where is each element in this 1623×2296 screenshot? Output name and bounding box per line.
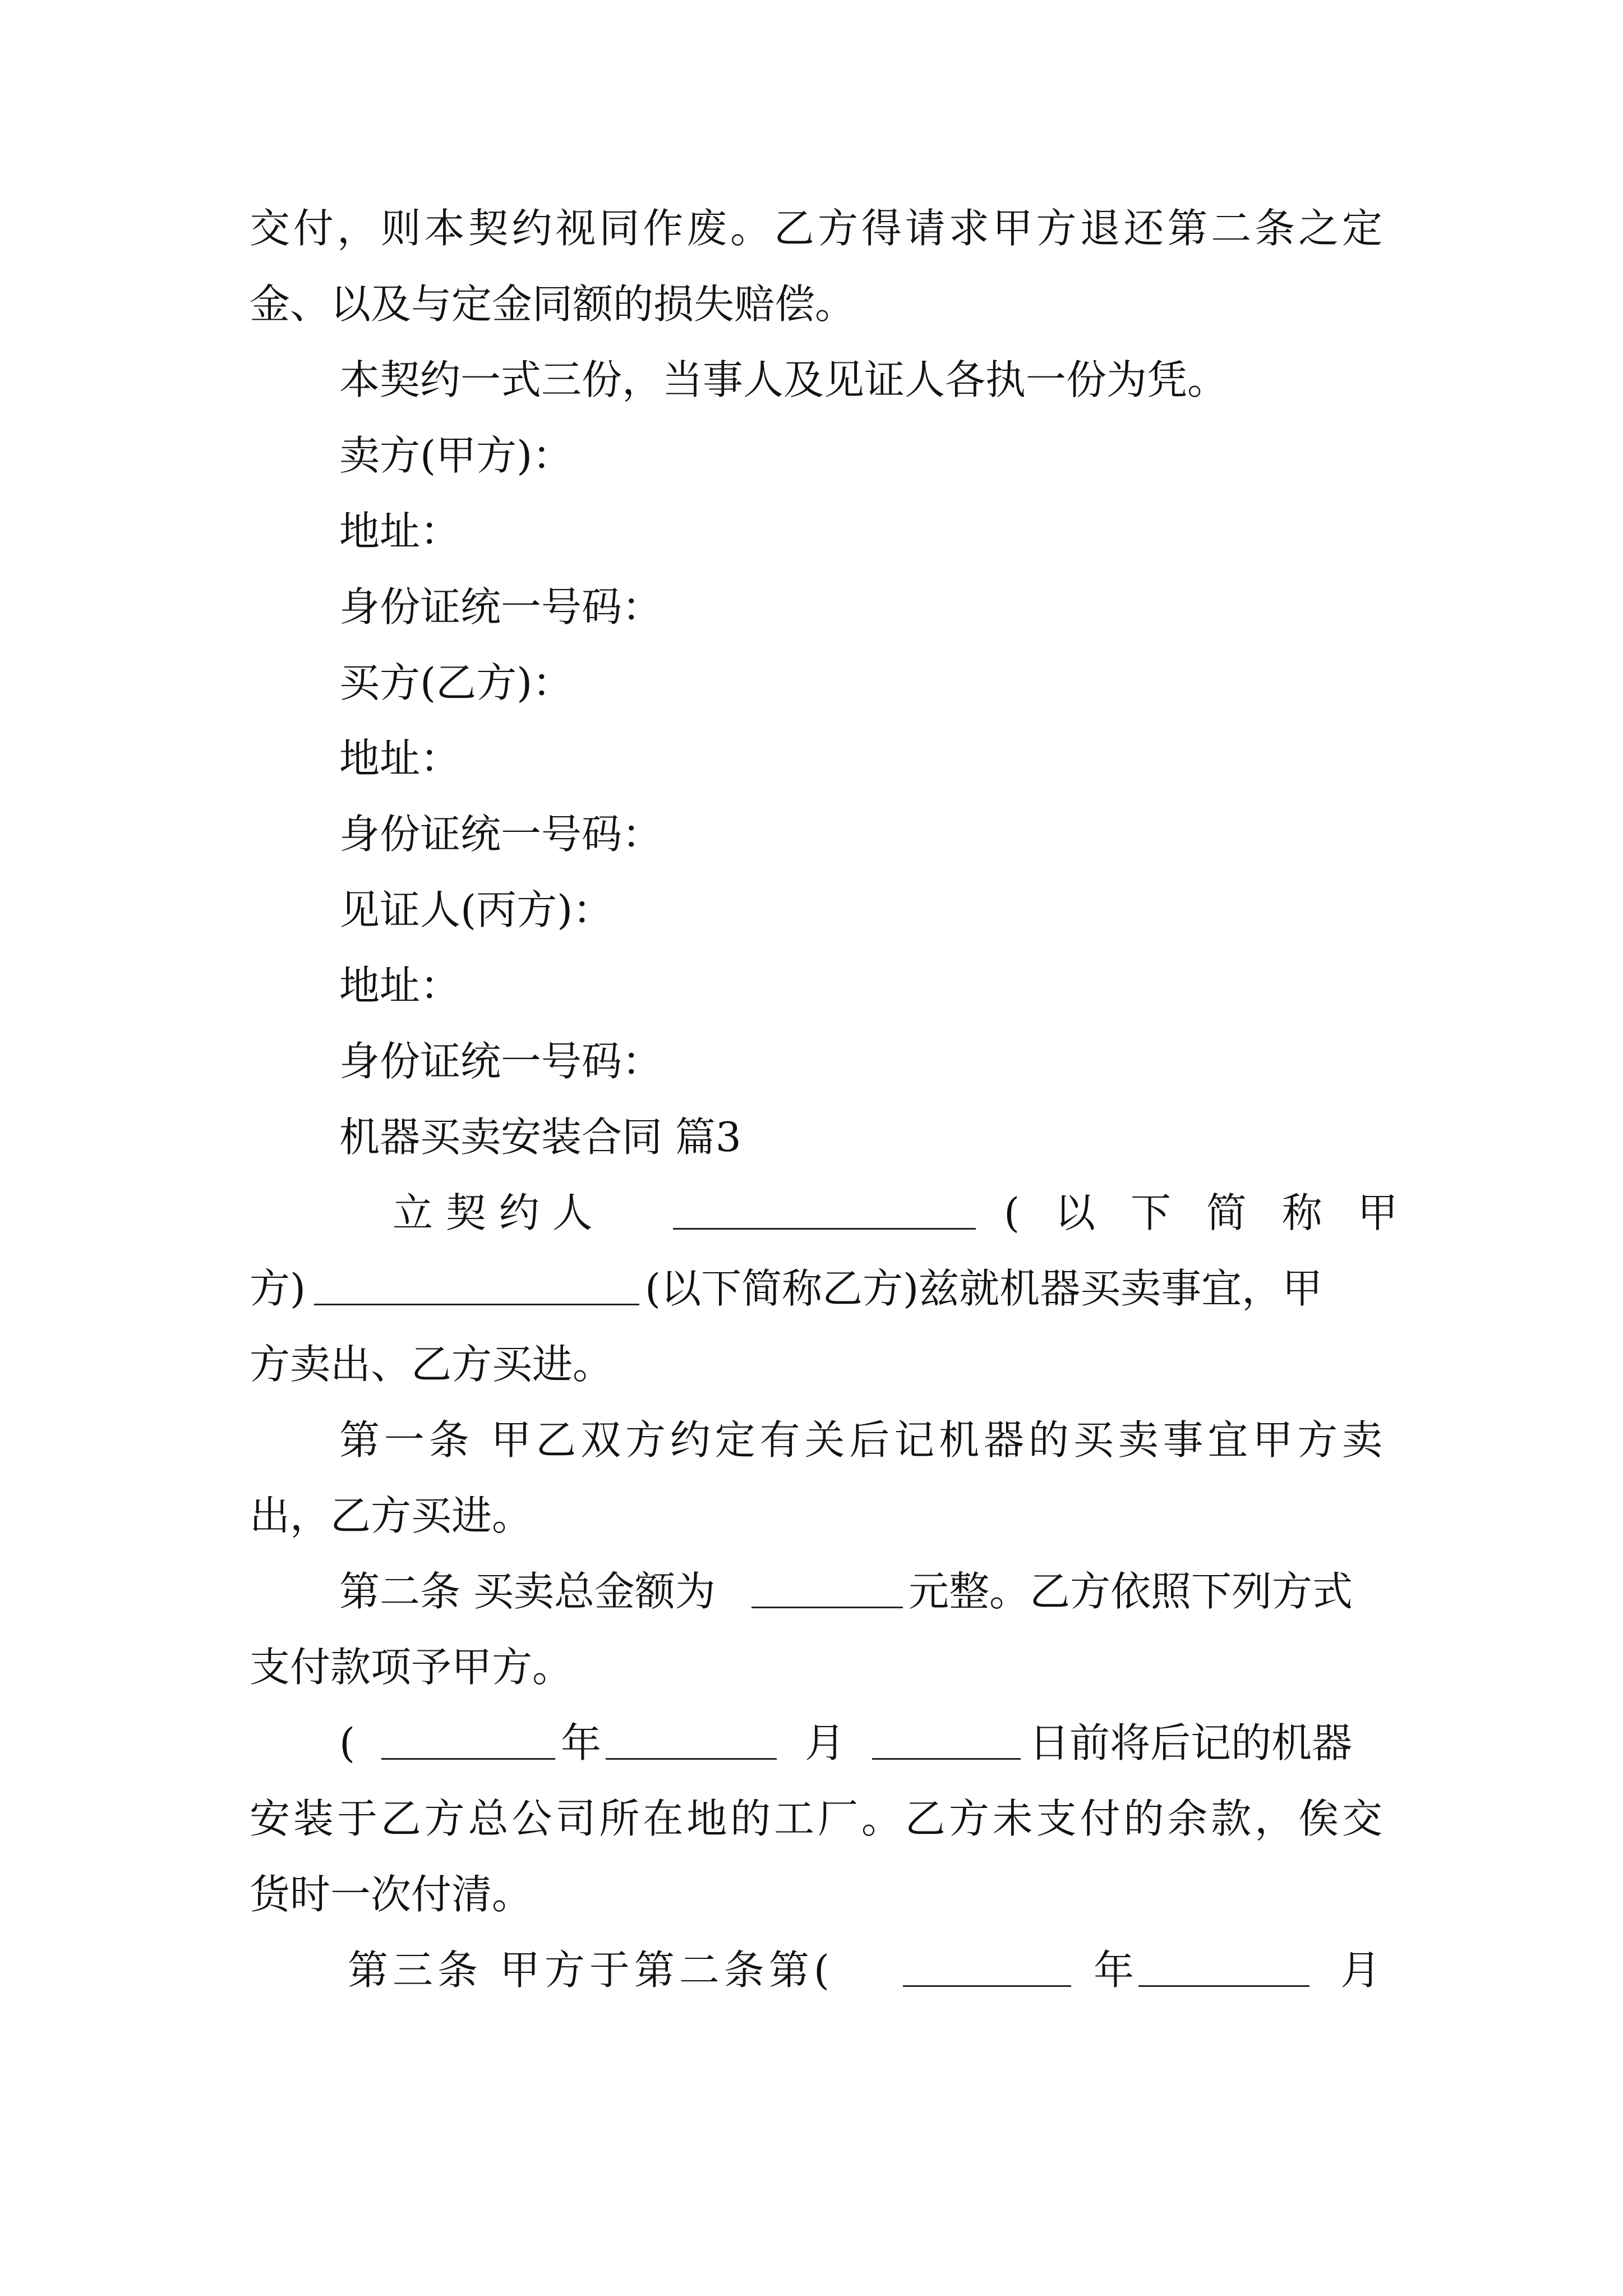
- seller-label: 卖方(甲方)：: [339, 432, 573, 479]
- article-2-line-1: [339, 1561, 1382, 1622]
- buyer-id-label: 身份证统一号码：: [339, 811, 663, 858]
- payment-text: 年: [561, 1719, 602, 1766]
- month-blank: [606, 1723, 777, 1760]
- parties-text: (以下简称乙方)兹就机器买卖事宜，甲: [645, 1265, 1323, 1312]
- article-3-text: 月: [1340, 1947, 1381, 1994]
- parties-text: 方): [250, 1265, 306, 1312]
- amount-blank: [751, 1572, 903, 1608]
- article-3-month-blank: [1138, 1950, 1310, 1987]
- seller-id-label: 身份证统一号码：: [339, 583, 663, 631]
- parties-text: ( 以 下 简 称 甲: [1004, 1189, 1398, 1236]
- payment-line-1: [339, 1712, 1382, 1774]
- witness-label: 见证人(丙方)：: [339, 886, 614, 933]
- article-3-year-blank: [903, 1950, 1071, 1987]
- article-3-text: 年: [1094, 1947, 1135, 1994]
- parties-line-1: [250, 1182, 1398, 1244]
- article-1-line-2: 出，乙方买进。: [250, 1492, 533, 1539]
- article-3-text: 第三条 甲方于第二条第(: [348, 1947, 834, 1994]
- payment-text: 月: [805, 1719, 846, 1766]
- parties-line-3: 方卖出、乙方买进。: [250, 1341, 614, 1388]
- article-1-line-1: 第一条 甲乙双方约定有关后记机器的买卖事宜甲方卖: [339, 1416, 1382, 1464]
- article-3-line-1: [339, 1939, 1382, 2001]
- payment-text: 日前将后记的机器: [1029, 1719, 1353, 1766]
- article-2-text: 元整。乙方依照下列方式: [909, 1568, 1353, 1615]
- payment-line-3: 货时一次付清。: [250, 1871, 533, 1918]
- witness-id-label: 身份证统一号码：: [339, 1038, 663, 1085]
- payment-text: (: [339, 1719, 356, 1766]
- buyer-label: 买方(乙方)：: [339, 659, 573, 706]
- year-blank: [381, 1723, 555, 1760]
- section-heading: 机器买卖安装合同 篇3: [339, 1114, 741, 1161]
- text-line: 交付，则本契约视同作废。乙方得请求甲方退还第二条之定: [250, 205, 1382, 252]
- day-blank: [872, 1723, 1021, 1760]
- seller-address-label: 地址：: [339, 508, 461, 555]
- buyer-address-label: 地址：: [339, 735, 461, 782]
- copies-statement: 本契约一式三份，当事人及见证人各执一份为凭。: [339, 356, 1228, 403]
- witness-address-label: 地址：: [339, 962, 461, 1009]
- article-2-line-2: 支付款项予甲方。: [250, 1644, 573, 1691]
- party-b-blank: [314, 1269, 639, 1305]
- article-2-text: 第二条 买卖总金额为: [339, 1568, 716, 1615]
- party-a-blank: [673, 1193, 976, 1230]
- parties-line-2: [250, 1258, 1382, 1319]
- text-line: 金、以及与定金同额的损失赔偿。: [250, 280, 856, 328]
- parties-text: 立 契 约 人: [393, 1189, 593, 1236]
- payment-line-2: 安装于乙方总公司所在地的工厂。乙方未支付的余款，俟交: [250, 1795, 1382, 1842]
